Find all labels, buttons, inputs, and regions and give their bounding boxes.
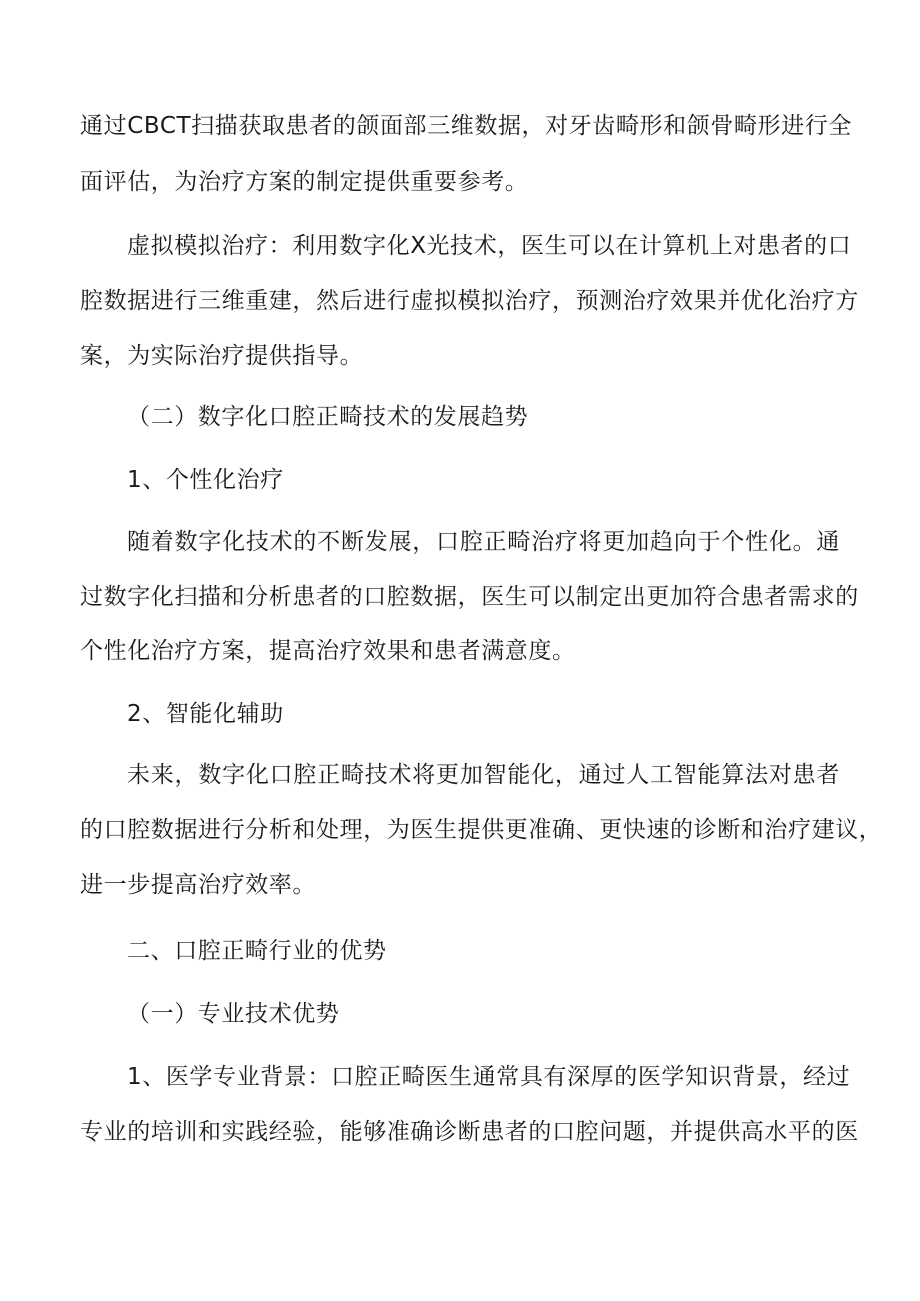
paragraph-3-line-2: 过数字化扫描和分析患者的口腔数据，医生可以制定出更加符合患者需求的 (80, 584, 859, 610)
paragraph-2-line-3: 案，为实际治疗提供指导。 (80, 343, 364, 369)
paragraph-3-line-1: 随着数字化技术的不断发展，口腔正畸治疗将更加趋向于个性化。通 (127, 529, 840, 555)
paragraph-1-line-1: 通过CBCT扫描获取患者的颌面部三维数据，对牙齿畸形和颌骨畸形进行全 (80, 113, 852, 139)
paragraph-5-line-2: 专业的培训和实践经验，能够准确诊断患者的口腔问题，并提供高水平的医 (80, 1119, 859, 1145)
paragraph-4-line-3: 进一步提高治疗效率。 (80, 872, 316, 898)
paragraph-1-line-2: 面评估，为治疗方案的制定提供重要参考。 (80, 169, 529, 195)
paragraph-4-line-2: 的口腔数据进行分析和处理，为医生提供更准确、更快速的诊断和治疗建议， (80, 817, 883, 843)
section-heading-2: （二）数字化口腔正畸技术的发展趋势 (127, 404, 529, 430)
paragraph-2-line-2: 腔数据进行三维重建，然后进行虚拟模拟治疗，预测治疗效果并优化治疗方 (80, 288, 859, 314)
subheading-technical-advantages: （一）专业技术优势 (127, 1001, 340, 1027)
subheading-intelligent-assistance: 2、智能化辅助 (127, 701, 284, 727)
paragraph-4-line-1: 未来，数字化口腔正畸技术将更加智能化，通过人工智能算法对患者 (127, 762, 840, 788)
section-heading-orthodontics-advantages: 二、口腔正畸行业的优势 (127, 938, 387, 964)
paragraph-2-line-1: 虚拟模拟治疗：利用数字化X光技术，医生可以在计算机上对患者的口 (127, 233, 852, 259)
paragraph-5-line-1: 1、医学专业背景：口腔正畸医生通常具有深厚的医学知识背景，经过 (127, 1064, 851, 1090)
subheading-personalized-treatment: 1、个性化治疗 (127, 467, 284, 493)
paragraph-3-line-3: 个性化治疗方案，提高治疗效果和患者满意度。 (80, 638, 576, 664)
